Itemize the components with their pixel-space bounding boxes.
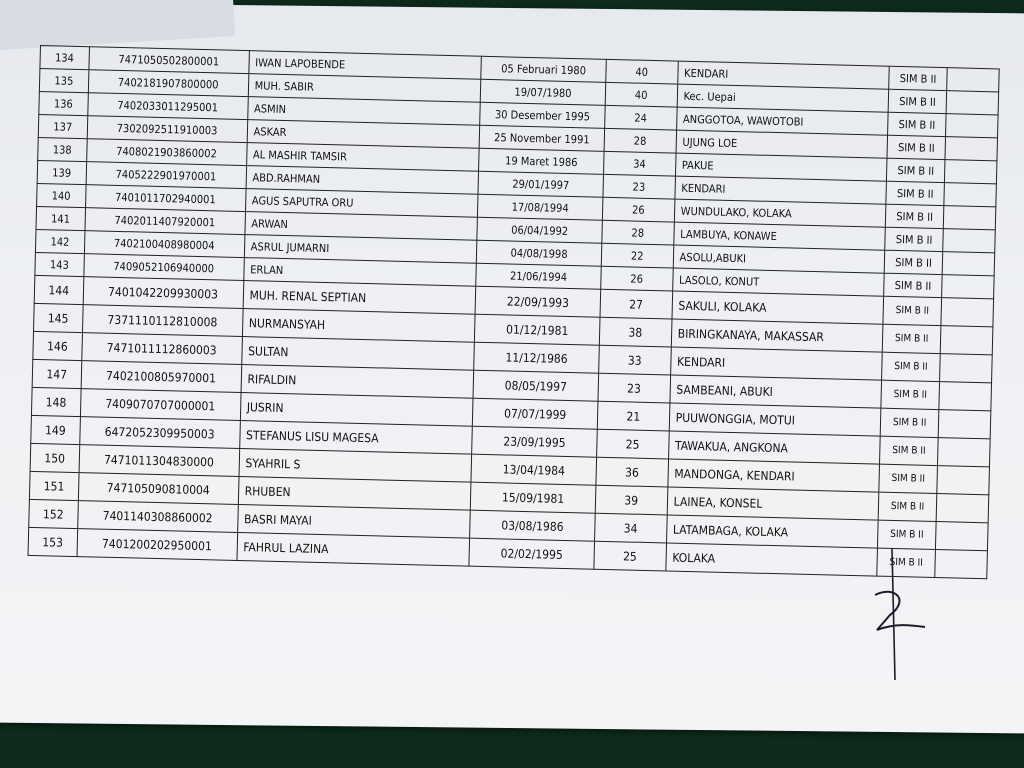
cell-name: IWAN LAPOBENDE xyxy=(248,51,481,80)
cell-name: ASMIN xyxy=(247,97,480,126)
cell-sim: SIM B II xyxy=(880,408,938,437)
cell-sim: SIM B II xyxy=(878,492,936,521)
cell-place: MANDONGA, KENDARI xyxy=(668,459,880,492)
cell-date: 07/07/1999 xyxy=(473,398,598,429)
cell-name: BASRI MAYAI xyxy=(237,504,470,538)
cell-empty xyxy=(942,275,995,299)
cell-sim: SIM B II xyxy=(888,89,946,113)
cell-no: 136 xyxy=(39,91,88,115)
cell-place: KENDARI xyxy=(677,61,889,89)
cell-sim: SIM B II xyxy=(887,135,945,159)
participant-table xyxy=(28,45,1000,579)
cell-name: MUH. SABIR xyxy=(248,74,481,103)
cell-nik: 7302092511910003 xyxy=(87,116,248,143)
cell-date: 25 November 1991 xyxy=(479,125,604,151)
cell-no: 134 xyxy=(40,46,89,70)
cell-date: 29/01/1997 xyxy=(478,171,603,197)
cell-no: 144 xyxy=(34,275,83,304)
cell-no: 150 xyxy=(30,443,79,472)
cell-no: 146 xyxy=(33,331,82,360)
cell-age: 23 xyxy=(603,174,675,199)
cell-sim: SIM B II xyxy=(884,250,942,274)
cell-empty xyxy=(935,522,988,551)
cell-name: ASKAR xyxy=(247,120,480,149)
participant-table-wrap xyxy=(28,45,990,579)
cell-date: 06/04/1992 xyxy=(477,217,602,243)
cell-nik: 7401042209930003 xyxy=(83,277,244,309)
cell-age: 23 xyxy=(598,373,670,403)
cell-date: 05 Februari 1980 xyxy=(481,56,606,82)
cell-place: KENDARI xyxy=(675,176,887,204)
cell-empty xyxy=(941,298,994,327)
cell-place: LAMBUYA, KONAWE xyxy=(673,222,885,250)
cell-nik: 7471011304830000 xyxy=(79,445,240,477)
cell-sim: SIM B II xyxy=(883,296,941,325)
overlapping-sheet xyxy=(0,0,235,51)
cell-age: 25 xyxy=(596,429,668,459)
cell-no: 137 xyxy=(38,114,87,138)
cell-nik: 7401011702940001 xyxy=(85,185,246,212)
cell-place: SAKULI, KOLAKA xyxy=(672,291,884,324)
cell-place: Kec. Uepai xyxy=(677,84,889,112)
cell-no: 152 xyxy=(29,499,78,528)
cell-empty xyxy=(936,494,989,523)
cell-empty xyxy=(947,68,1000,92)
cell-place: KOLAKA xyxy=(665,543,877,576)
cell-age: 26 xyxy=(601,266,673,291)
cell-nik: 7402181907800000 xyxy=(88,70,249,97)
cell-no: 139 xyxy=(37,160,86,184)
cell-name: JUSRIN xyxy=(240,393,473,427)
cell-date: 19 Maret 1986 xyxy=(479,148,604,174)
cell-place: WUNDULAKO, KOLAKA xyxy=(674,199,886,227)
table-body xyxy=(28,46,999,579)
signature-mark xyxy=(865,545,935,685)
cell-place: UJUNG LOE xyxy=(676,130,888,158)
cell-age: 36 xyxy=(596,457,668,487)
cell-place: LASOLO, KONUT xyxy=(672,268,884,296)
cell-empty xyxy=(943,206,996,230)
cell-date: 19/07/1980 xyxy=(480,79,605,105)
cell-nik: 7409070707000001 xyxy=(80,389,241,421)
cell-place: ANGGOTOA, WAWOTOBI xyxy=(676,107,888,135)
cell-sim: SIM B II xyxy=(885,227,943,251)
cell-empty xyxy=(937,438,990,467)
cell-nik: 747105090810004 xyxy=(78,473,239,505)
cell-age: 25 xyxy=(594,541,666,571)
cell-nik: 7471011112860003 xyxy=(81,333,242,365)
cell-name: AL MASHIR TAMSIR xyxy=(246,143,479,172)
cell-age: 38 xyxy=(599,317,671,347)
cell-sim: SIM B II xyxy=(880,436,938,465)
cell-name: RHUBEN xyxy=(238,476,471,510)
cell-age: 28 xyxy=(604,128,676,153)
cell-sim: SIM B II xyxy=(884,273,942,297)
cell-empty xyxy=(940,354,993,383)
cell-age: 27 xyxy=(600,289,672,319)
cell-age: 40 xyxy=(605,82,677,107)
cell-no: 145 xyxy=(34,303,83,332)
cell-place: ASOLU,ABUKI xyxy=(673,245,885,273)
cell-date: 15/09/1981 xyxy=(471,482,596,513)
cell-sim: SIM B II xyxy=(886,181,944,205)
cell-sim: SIM B II xyxy=(877,548,935,577)
cell-nik: 7402100408980004 xyxy=(84,231,245,258)
cell-nik: 7409052106940000 xyxy=(83,254,244,281)
cell-empty xyxy=(944,160,997,184)
cell-nik: 7405222901970001 xyxy=(86,162,247,189)
cell-age: 22 xyxy=(601,243,673,268)
cell-no: 142 xyxy=(35,229,84,253)
cell-nik: 7401140308860002 xyxy=(77,501,238,533)
cell-nik: 7402100805970001 xyxy=(81,361,242,393)
cell-nik: 7408021903860002 xyxy=(86,139,247,166)
cell-date: 17/08/1994 xyxy=(478,194,603,220)
cell-age: 34 xyxy=(603,151,675,176)
cell-nik: 7401200202950001 xyxy=(77,529,238,561)
cell-name: AGUS SAPUTRA ORU xyxy=(245,189,478,218)
cell-no: 141 xyxy=(36,206,85,230)
cell-no: 138 xyxy=(38,137,87,161)
cell-nik: 6472052309950003 xyxy=(79,417,240,449)
cell-no: 147 xyxy=(32,359,81,388)
cell-nik: 7371110112810008 xyxy=(82,305,243,337)
cell-place: KENDARI xyxy=(670,347,882,380)
cell-name: MUH. RENAL SEPTIAN xyxy=(243,281,476,315)
cell-empty xyxy=(940,326,993,355)
cell-sim: SIM B II xyxy=(878,520,936,549)
cell-name: ERLAN xyxy=(243,258,476,287)
cell-date: 22/09/1993 xyxy=(475,286,600,317)
cell-no: 153 xyxy=(28,527,77,556)
cell-sim: SIM B II xyxy=(882,324,940,353)
cell-place: TAWAKUA, ANGKONA xyxy=(668,431,880,464)
cell-no: 135 xyxy=(39,69,88,93)
cell-name: NURMANSYAH xyxy=(242,309,475,343)
cell-age: 24 xyxy=(604,105,676,130)
cell-name: FAHRUL LAZINA xyxy=(237,532,470,566)
cell-name: RIFALDIN xyxy=(241,365,474,399)
cell-date: 11/12/1986 xyxy=(474,342,599,373)
cell-no: 151 xyxy=(29,471,78,500)
cell-sim: SIM B II xyxy=(887,158,945,182)
cell-empty xyxy=(935,550,988,579)
cell-empty xyxy=(946,91,999,115)
cell-empty xyxy=(943,229,996,253)
cell-no: 149 xyxy=(31,415,80,444)
cell-no: 143 xyxy=(35,252,84,276)
cell-name: STEFANUS LISU MAGESA xyxy=(239,420,472,454)
cell-no: 140 xyxy=(37,183,86,207)
cell-sim: SIM B II xyxy=(881,380,939,409)
cell-empty xyxy=(939,382,992,411)
cell-place: LATAMBAGA, KOLAKA xyxy=(666,515,878,548)
cell-age: 33 xyxy=(598,345,670,375)
cell-date: 30 Desember 1995 xyxy=(480,102,605,128)
cell-age: 28 xyxy=(602,220,674,245)
cell-name: SYAHRIL S xyxy=(239,448,472,482)
cell-empty xyxy=(942,252,995,276)
cell-name: ARWAN xyxy=(245,212,478,241)
cell-name: SULTAN xyxy=(241,337,474,371)
cell-nik: 7471050502800001 xyxy=(89,47,250,74)
cell-place: BIRINGKANAYA, MAKASSAR xyxy=(671,319,883,352)
cell-empty xyxy=(945,137,998,161)
cell-age: 39 xyxy=(595,485,667,515)
cell-no: 148 xyxy=(31,387,80,416)
cell-empty xyxy=(937,466,990,495)
cell-date: 23/09/1995 xyxy=(472,426,597,457)
cell-nik: 7402011407920001 xyxy=(85,208,246,235)
cell-sim: SIM B II xyxy=(888,112,946,136)
cell-empty xyxy=(946,114,999,138)
cell-date: 02/02/1995 xyxy=(469,538,594,569)
cell-empty xyxy=(938,410,991,439)
cell-age: 26 xyxy=(602,197,674,222)
cell-place: LAINEA, KONSEL xyxy=(667,487,879,520)
cell-name: ASRUL JUMARNI xyxy=(244,235,477,264)
cell-date: 01/12/1981 xyxy=(475,314,600,345)
cell-place: PAKUE xyxy=(675,153,887,181)
cell-sim: SIM B II xyxy=(879,464,937,493)
cell-date: 08/05/1997 xyxy=(473,370,598,401)
cell-age: 21 xyxy=(597,401,669,431)
cell-age: 34 xyxy=(594,513,666,543)
cell-sim: SIM B II xyxy=(882,352,940,381)
cell-place: SAMBEANI, ABUKI xyxy=(670,375,882,408)
cell-name: ABD.RAHMAN xyxy=(246,166,479,195)
cell-age: 40 xyxy=(606,59,678,84)
cell-sim: SIM B II xyxy=(889,66,947,90)
cell-empty xyxy=(944,183,997,207)
cell-place: PUUWONGGIA, MOTUI xyxy=(669,403,881,436)
cell-date: 04/08/1998 xyxy=(477,240,602,266)
cell-date: 13/04/1984 xyxy=(471,454,596,485)
cell-sim: SIM B II xyxy=(886,204,944,228)
cell-nik: 7402033011295001 xyxy=(87,93,248,120)
cell-date: 21/06/1994 xyxy=(476,263,601,289)
cell-date: 03/08/1986 xyxy=(470,510,595,541)
